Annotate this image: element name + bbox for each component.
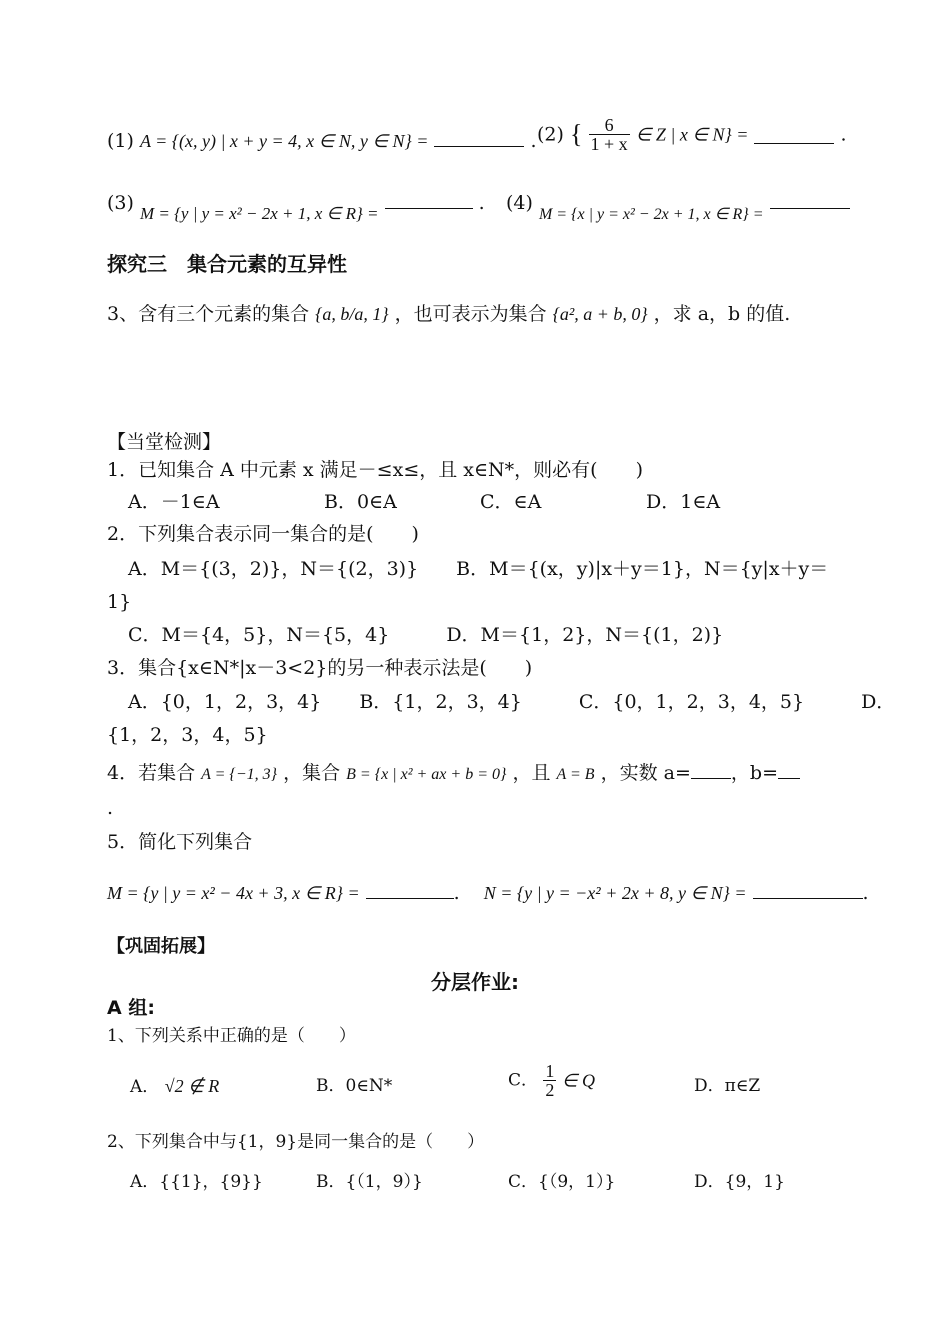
check-q1-options (128, 490, 720, 514)
q4-suffix-a: ，实数 a= (600, 762, 691, 784)
set-b: B = {x | x² + ax + b = 0} (346, 766, 507, 783)
problem-mid: ，也可表示为集合 (394, 303, 547, 325)
option-c-label: C． (508, 1070, 539, 1091)
extend-q2: 2、下列集合中与{1，9}是同一集合的是（ ） (107, 1132, 485, 1152)
extend-q1: 1、下列关系中正确的是（ ） (107, 1026, 356, 1046)
extend-q1-option-c[interactable] (508, 1062, 595, 1099)
exercise-1-expression: A = {(x, y) | x + y = 4, x ∈ N, y ∈ N} = (139, 131, 429, 151)
answer-blank[interactable] (385, 190, 473, 209)
extend-q1-option-b[interactable]: B．0∈N* (316, 1076, 393, 1096)
check-q2: 2．下列集合表示同一集合的是( ) (107, 523, 419, 545)
exercise-2-expression: ∈ Z | x ∈ N} = (635, 124, 749, 145)
answer-blank[interactable] (754, 125, 834, 144)
option-b[interactable]: B．0∈A (324, 491, 397, 513)
exercise-3-label: (3) (107, 192, 134, 214)
exercise-3 (107, 190, 485, 223)
check-q4-end: . (107, 797, 114, 819)
option-a-label: A． (130, 1077, 160, 1097)
extend-q1-option-d[interactable]: D．π∈Z (694, 1076, 761, 1096)
option-c-fraction (543, 1062, 556, 1099)
set-m: M = {y | y = x² − 4x + 3, x ∈ R} = (107, 883, 360, 903)
fraction-numerator: 6 (589, 116, 630, 135)
q4-prefix: 4．若集合 (107, 762, 196, 784)
set-a: A = {−1, 3} (201, 766, 278, 783)
extend-q2-option-b[interactable]: B．{（1，9）} (316, 1172, 423, 1192)
check-q3: 3．集合{x∈N*|x－3<2}的另一种表示法是( ) (107, 657, 533, 679)
check-q2-line1: A．M＝{(3，2)}，N＝{(2，3)} B．M＝{(x，y)|x＋y＝1}，N＝{y|x＋y＝ (128, 558, 829, 580)
check-q2-line3: C．M＝{4，5}，N＝{5，4} D．M＝{1，2}，N＝{(1，2)} (128, 624, 724, 646)
check-q1: 1．已知集合 A 中元素 x 满足－≤x≤，且 x∈N*，则必有( ) (107, 459, 644, 481)
extend-q2-option-a[interactable]: A．{{1}，{9}} (130, 1172, 263, 1192)
q4-mid: ，集合 (283, 762, 341, 784)
check-q4 (107, 760, 800, 787)
problem-suffix: ，求 a，b 的值. (653, 303, 791, 325)
section-heading: 探究三 集合元素的互异性 (107, 252, 347, 276)
exercise-3-expression: M = {y | y = x² − 2x + 1, x ∈ R} = (139, 204, 379, 223)
fraction-denominator: 2 (545, 1080, 555, 1100)
answer-blank-a[interactable] (691, 760, 731, 779)
option-c-math: ∈ Q (561, 1070, 596, 1091)
check-q5: 5．简化下列集合 (107, 831, 253, 853)
exercise-4 (506, 190, 850, 223)
exercise-2 (537, 116, 847, 153)
brace-open: { (569, 119, 583, 149)
exercise-4-expression: M = {x | y = x² − 2x + 1, x ∈ R} = (538, 206, 764, 223)
q4-label-b: ，b= (730, 762, 778, 784)
q5-end-1: . (453, 882, 460, 904)
group-a-label: A 组: (107, 997, 155, 1019)
q5-end-2: . (862, 882, 869, 904)
exercise-4-label: (4) (506, 192, 533, 214)
check-q3-line2: {1，2，3，4，5} (107, 724, 268, 746)
extend-q2-option-c[interactable]: C．{（9，1）} (508, 1172, 616, 1192)
answer-blank-m[interactable] (366, 880, 454, 899)
homework-title: 分层作业: (431, 970, 519, 994)
exercise-2-fraction (589, 116, 630, 153)
exercise-1-end: . (530, 130, 537, 152)
fraction-denominator: 1 + x (590, 134, 628, 154)
option-d[interactable]: D．1∈A (646, 491, 721, 513)
option-c[interactable]: C．∈A (480, 491, 542, 513)
check-q5-sets (107, 880, 869, 905)
q4-mid2: ，且 (512, 762, 551, 784)
exercise-2-label: (2) (537, 123, 564, 146)
set-equality: A = B (556, 766, 595, 783)
extend-q2-option-d[interactable]: D．{9，1} (694, 1172, 785, 1192)
exercise-1-label: (1) (107, 130, 134, 152)
answer-blank[interactable] (434, 128, 524, 147)
option-a-math: √2 ∉ R (164, 1076, 220, 1096)
answer-blank-b[interactable] (778, 760, 800, 779)
exercise-2-end: . (840, 123, 847, 146)
exercise-1 (107, 128, 537, 153)
exercise-3-end: . (478, 192, 485, 214)
answer-blank-n[interactable] (753, 880, 863, 899)
extend-heading: 【巩固拓展】 (107, 936, 215, 957)
check-q2-line2: 1} (107, 591, 132, 613)
problem-prefix: 3、含有三个元素的集合 (107, 303, 310, 325)
extend-q1-option-a[interactable] (130, 1074, 219, 1099)
option-a[interactable]: A．－1∈A (128, 491, 220, 513)
check-q3-line1: A．{0，1，2，3，4} B．{1，2，3，4} C．{0，1，2，3，4，5} D． (128, 691, 896, 713)
set-expression-2: {a², a + b, 0} (552, 304, 648, 324)
set-expression-1: {a, b/a, 1} (315, 304, 389, 324)
set-n: N = {y | y = −x² + 2x + 8, y ∈ N} = (483, 883, 747, 903)
check-heading: 【当堂检测】 (107, 431, 222, 453)
fraction-numerator: 1 (545, 1061, 555, 1081)
section3-problem (107, 302, 790, 326)
answer-blank[interactable] (770, 190, 850, 209)
